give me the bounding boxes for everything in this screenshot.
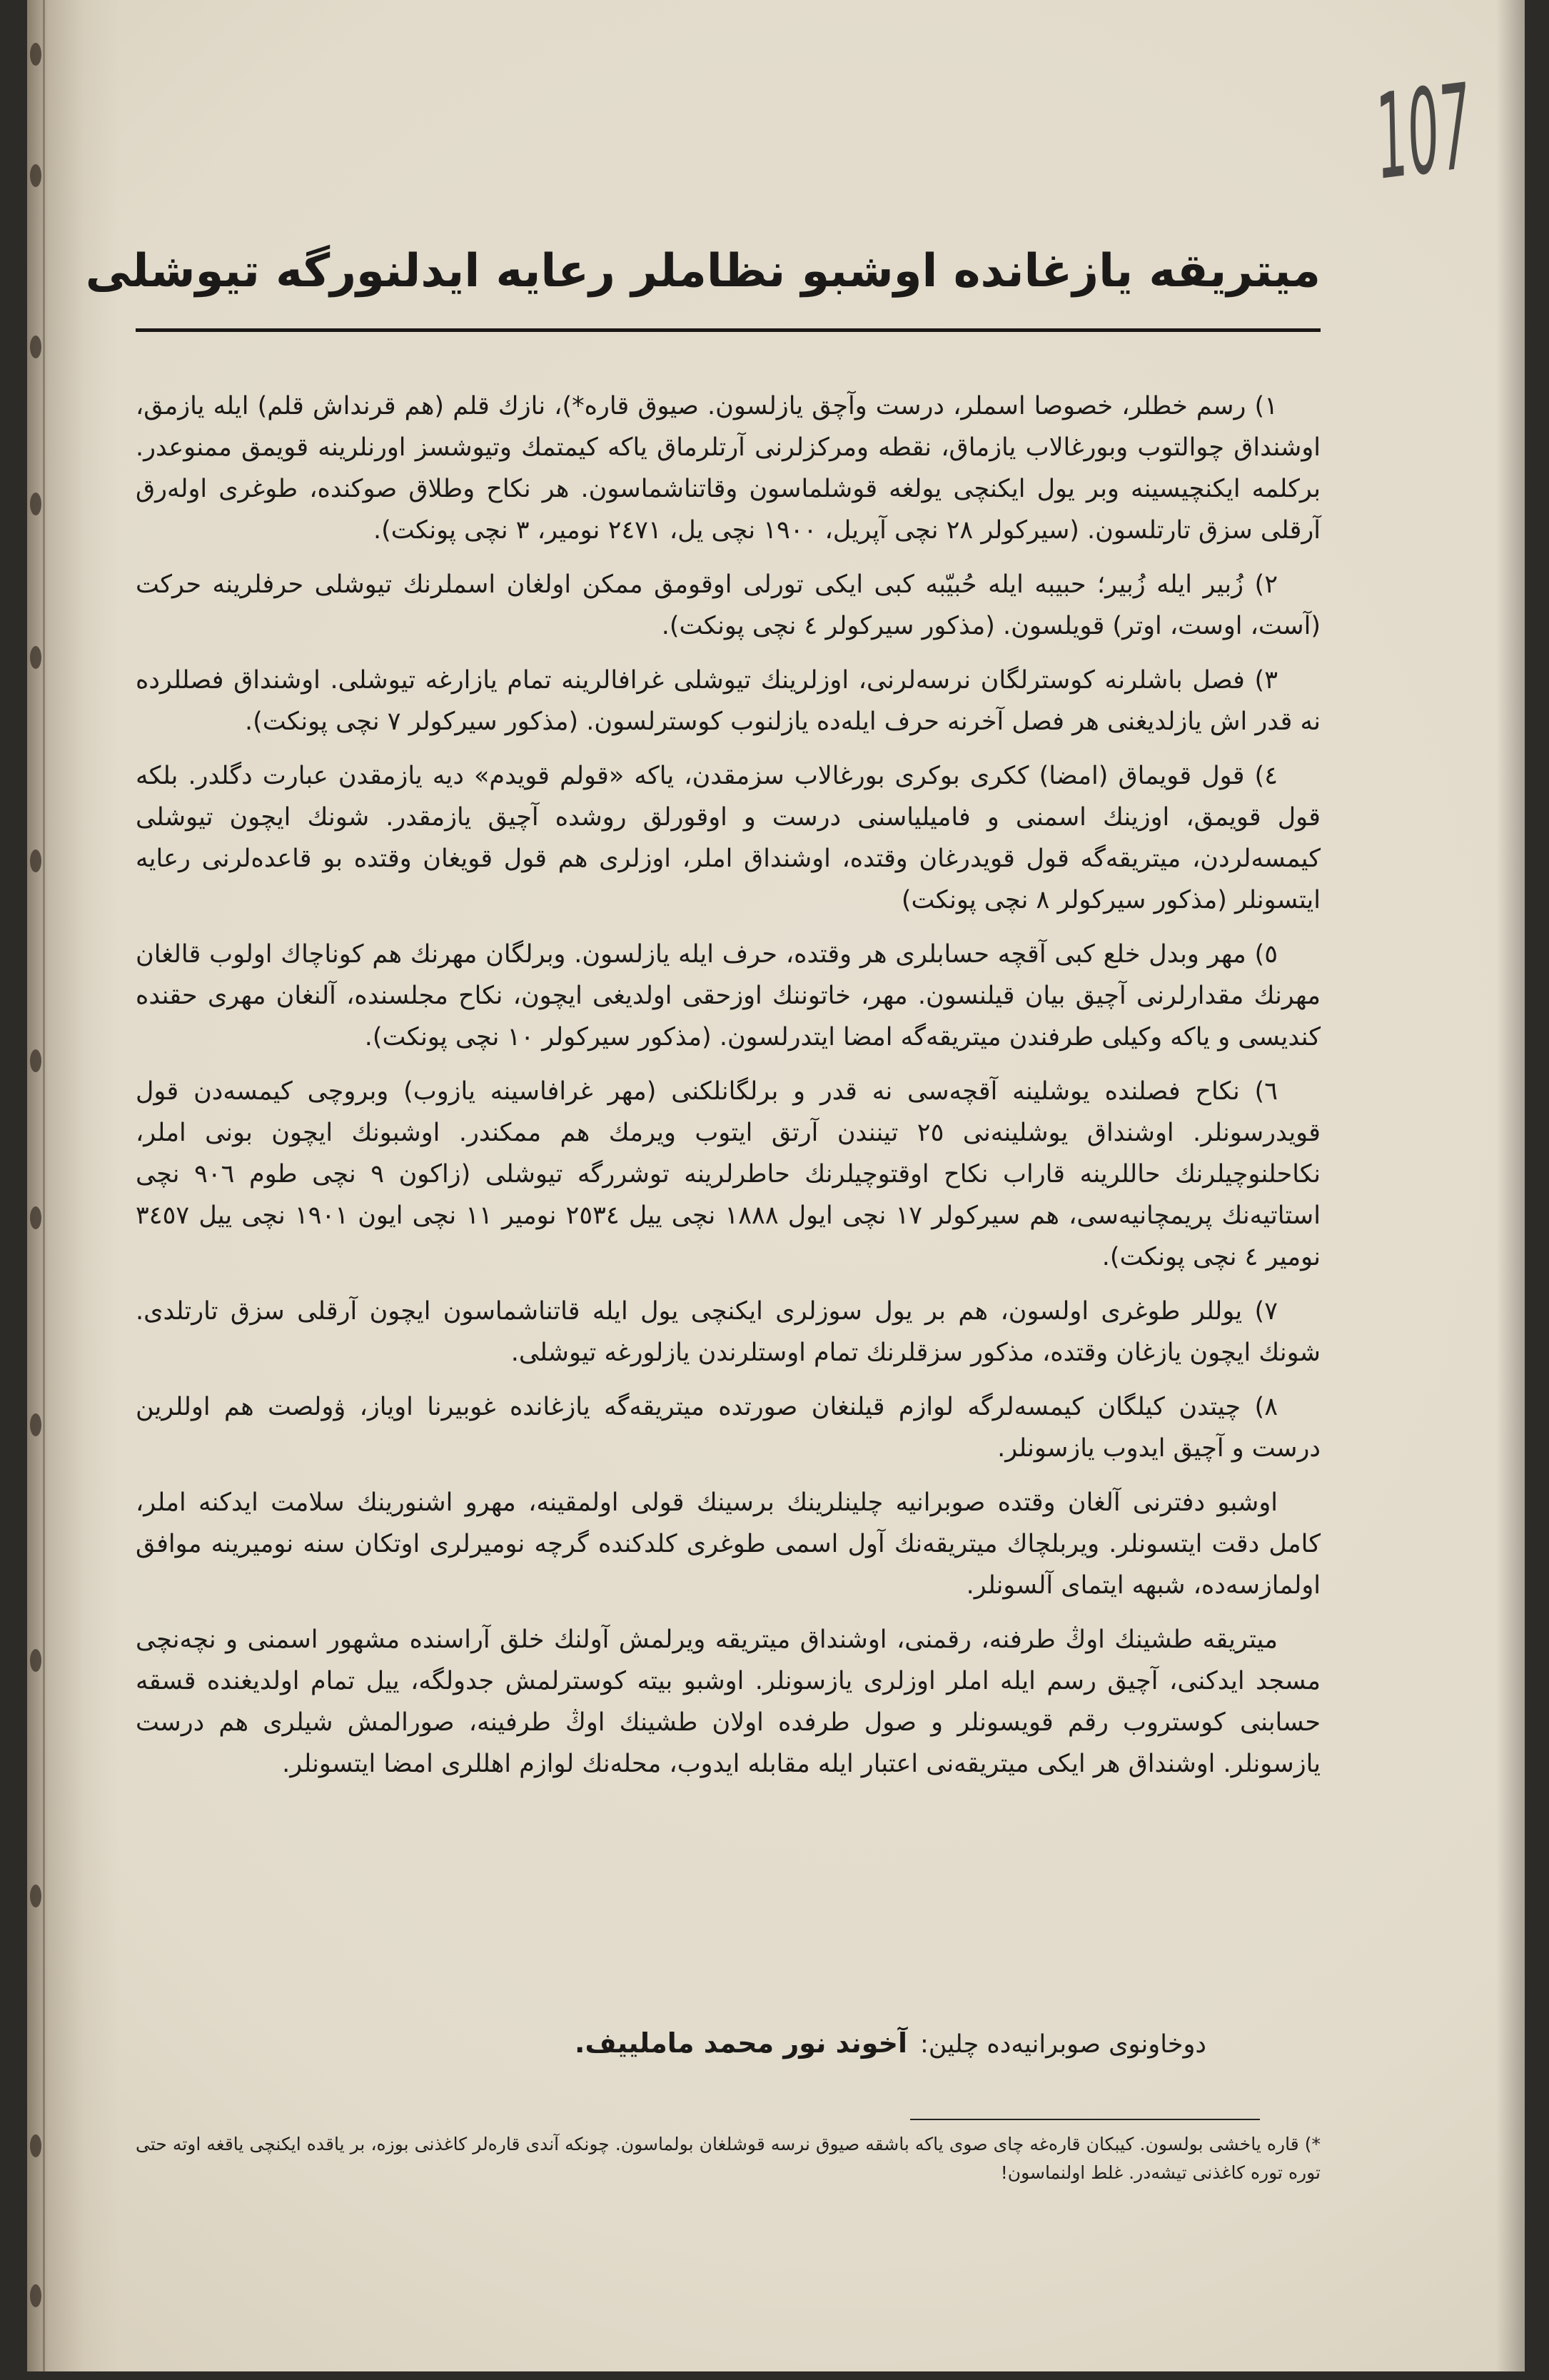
note-paragraph-receiving: اوشبو دفترنی آلغان وقتده صوبرانیه چلینلرینك برسینك قولی اولمقینه، مهرو اشنورینك سلامت ایدکنه املر، کامل دقت ایتسونلر. ویربلچاك میتریقه‌نك آول اسمی طوغری کلدکنده گرچه نومیرلری اوتکان سنه نومیرینه موافق اولمازسه‌ده، شبهه ایتمای آلسونلر. xyxy=(136,1488,1321,1600)
rule-paragraph-3: ٣) فصل باشلرنه کوسترلگان نرسه‌لرنی، اوزلرینك تیوشلی غرافالرینه تمام یازارغه تیوشلی. اوشنداق فصللرده نه قدر اش یازلدیغنی هر فصل آخرنه حرف ایله‌ده یازلنوب کوسترلسون. (مذکور سیرکولر ٧ نچی پونکت). xyxy=(136,666,1321,736)
binding-hole xyxy=(30,1413,41,1436)
binding-hole xyxy=(30,1885,41,1907)
torn-spine-edge xyxy=(27,0,70,2371)
document-body xyxy=(136,385,1321,2187)
rule-paragraph-7: ٧) یوللر طوغری اولسون، هم بر یول سوزلری ایکنچی یول ایله قاتناشماسون ایچون آرقلی سزق تارتلدی. شونك ایچون یازغان وقتده، مذکور سزقلرنك تمام اوستلرندن یازلورغه تیوشلی. xyxy=(136,1297,1321,1367)
footnote-text: *) قاره یاخشی بولسون. کیبکان قاره‌غه چای صوی یاکه باشقه صیوق نرسه قوشلغان بولماسون. چونکه آندی قاره‌لر کاغذنی بوزه، بر یاقده ایکنچی یاقغه اوته حتی توره توره کاغذنی تیشه‌در. غلط اولنماسون! xyxy=(136,2134,1321,2183)
signature-name: آخوند نور محمد ماملییف. xyxy=(575,2027,908,2059)
rules-text xyxy=(136,385,1321,2020)
signature-line xyxy=(136,2020,1321,2066)
footnote-rule xyxy=(910,2119,1260,2120)
rule-paragraph-8: ٨) چیتدن کیلگان کیمسه‌لرگه لوازم قیلنغان صورتده میتریقه‌گه یازغانده غوبیرنا اویاز، ۋولصت هم اوللرین درست و آچیق ایدوب یازسونلر. xyxy=(136,1393,1321,1463)
rule-paragraph-4: ٤) قول قویماق (امضا) ککری بوکری بورغالاب سزمقدن، یاکه «قولم قویدم» دیه یازمقدن عبارت دگلدر. بلکه قول قویمق، اوزینك اسمنی و فامیلیاسنی درست و اوقورلق روشده آچیق یازمقدر. شونك ایچون تیوشلی کیمسه‌لردن، میتریقه‌گه قول قویدرغان وقتده، اوشنداق املر، اوزلری هم قول قویغان وقتده بو قاعده‌لرنی رعایه ایتسونلر (مذکور سیرکولر ٨ نچی پونکت) xyxy=(136,762,1321,914)
binding-hole xyxy=(30,43,41,66)
binding-hole xyxy=(30,164,41,187)
title-underline xyxy=(136,328,1321,332)
rule-paragraph-6: ٦) نکاح فصلنده یوشلینه آقچه‌سی نه قدر و برلگانلکنی (مهر غرافاسینه یازوب) وبروچی کیمسه‌دن قول قویدرسونلر. اوشنداق یوشلینه‌نی ٢٥ تینندن آرتق ایتوب ویرمك هم ممکندر. اوشبونك ایچون بونی املر، نکاحلنوچیلرنك حاللرینه قاراب نکاح اوقتوچیلرنك حاطرلرینه توشررگه تیوشلی (زاکون ٩ نچی طوم ٩٠٦ نچی استاتیه‌نك پریمچانیه‌سی، هم سیرکولر ١٧ نچی ایول ١٨٨٨ نچی ییل ٢٥٣٤ نومیر ١١ نچی ایون ١٩٠١ نچی ییل ٣٤٥٧ نومیر ٤ نچی پونکت). xyxy=(136,1077,1321,1271)
signature-role: دوخاونوی صوبرانیه‌ده چلین: xyxy=(920,2030,1206,2059)
binding-hole xyxy=(30,849,41,872)
binding-hole xyxy=(30,1049,41,1072)
rule-paragraph-2: ٢) زُبیر ایله زُبیر؛ حبیبه ایله حُبیّبه کبی ایکی تورلی اوقومق ممکن اولغان اسملرنك تیوشلی حرفلرینه حرکت (آست، اوست، اوتر) قویلسون. (مذکور سیرکولر ٤ نچی پونکت). xyxy=(136,570,1321,640)
binding-hole xyxy=(30,2134,41,2157)
note-paragraph-cover: میتریقه طشینك اوڭ طرفنه، رقمنی، اوشنداق میتریقه ویرلمش آولنك خلق آراسنده مشهور اسمنی و نچه‌نچی مسجد ایدکنی، آچیق رسم ایله املر اوزلری یازسونلر. اوشبو بیته کوسترلمش جدولگه، ییل تمام اولدیغنده قسقه حسابنی کوستروب رقم قویسونلر و صول طرفده اولان طشینك اوڭ طرفینه، صورالمش شیلری هم درست یازسونلر. اوشنداق هر ایکی میتریقه‌نی اعتبار ایله مقابله ایدوب، محله‌نك لوازم اهللری امضا ایتسونلر. xyxy=(136,1625,1321,1778)
scanned-page xyxy=(27,0,1525,2371)
spine-crease xyxy=(43,0,45,2371)
binding-hole xyxy=(30,2284,41,2307)
rule-paragraph-5: ٥) مهر وبدل خلع کبی آقچه حسابلری هر وقتده، حرف ایله یازلسون. وبرلگان مهرنك هم کوناچاك اولوب قالغان مهرنك مقدارلرنی آچیق بیان قیلنسون. مهر، خاتوننك اوزحقی اولدیغی ایچون، نکاح مجلسنده، آلنغان مهری حقنده کندیسی و یاکه وکیلی طرفندن میتریقه‌گه امضا ایتدرلسون. (مذکور سیرکولر ١٠ نچی پونکت). xyxy=(136,940,1321,1052)
handwritten-page-number: 107 xyxy=(1374,58,1472,207)
page-title: میتریقه یازغانده اوشبو نظاملر رعایه ایدلنورگه تیوشلی xyxy=(85,245,1321,298)
binding-hole xyxy=(30,1206,41,1229)
binding-hole xyxy=(30,646,41,669)
binding-hole xyxy=(30,493,41,515)
binding-hole xyxy=(30,1649,41,1672)
rule-paragraph-1: ١) رسم خطلر، خصوصا اسملر، درست وآچق یازلسون. صیوق قاره*)، نازك قلم (هم قرنداش قلم) ایله یازمق، اوشنداق چوالتوب وبورغالاب یازماق، نقطه ومرکزلرنی آرتلرماق یاکه کیمتمك وتیوشسز اورنلرینه قویمق ممنوعدر. برکلمه ایکنچیسینه وبر یول ایکنچی یولغه قوشلماسون وقاتناشماسون. هر نکاح وطلاق صوکنده، طوغری اوله‌رق آرقلی سزق تارتلسون. (سیرکولر ٢٨ نچی آپریل، ١٩٠٠ نچی یل، ٢٤٧١ نومیر، ٣ نچی پونکت). xyxy=(136,392,1321,545)
binding-hole xyxy=(30,336,41,358)
